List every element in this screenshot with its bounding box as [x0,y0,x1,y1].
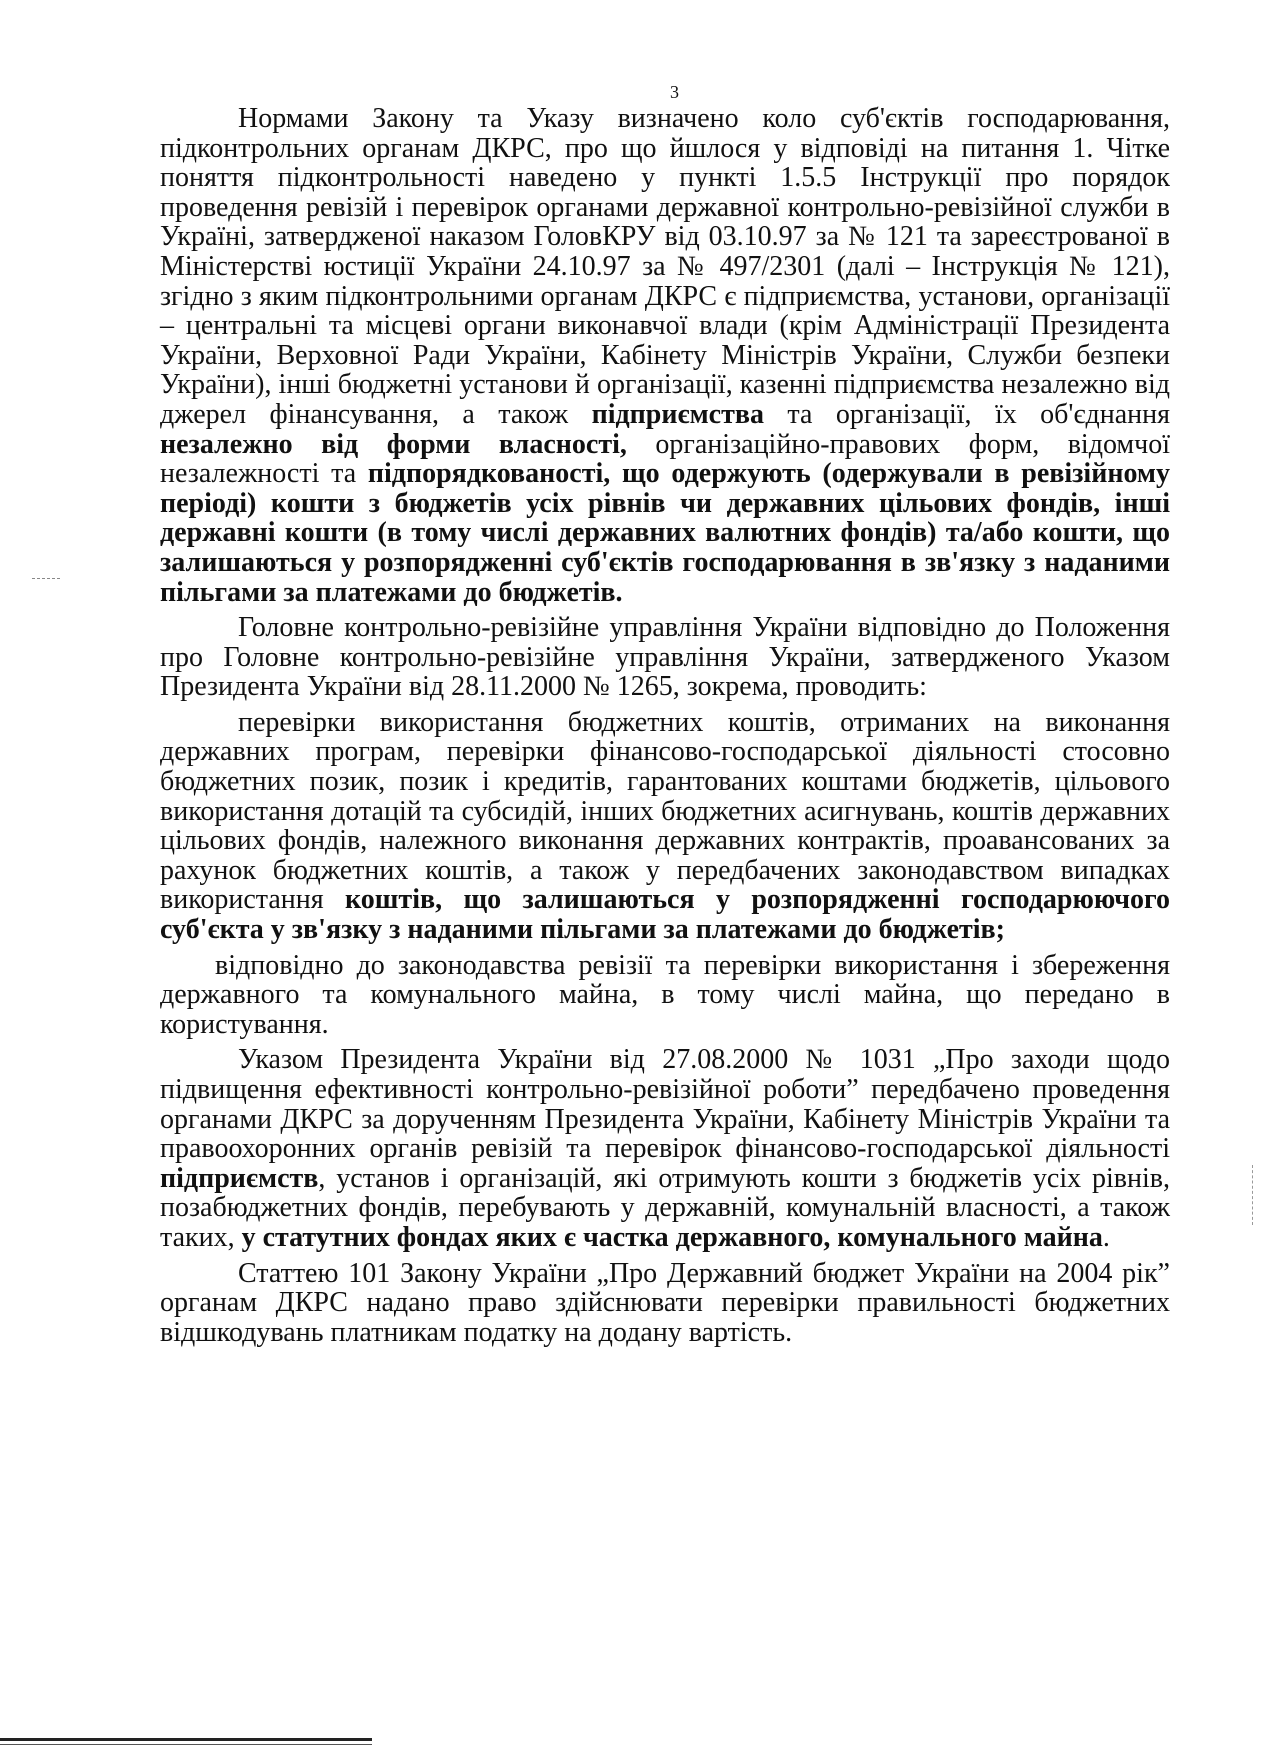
text-run: Указом Президента України від 27.08.2000 № 1031 „Про заходи щодо підвищення ефективності контрольно-ревізійної роботи” передбачено проведення органами ДКРС за дорученням Президента України, Кабінету Міністрів України та правоохоронних органів ревізій та перевірок фінансово-господарської діяльності [160,1044,1170,1165]
paragraph [160,708,1170,945]
margin-mark [32,578,60,579]
document-body [160,104,1170,1353]
margin-mark-right [1252,1165,1253,1225]
text-run: Статтею 101 Закону України „Про Державний бюджет України на 2004 рік” органам ДКРС надано право здійснювати перевірки правильності бюджетних відшкодувань платникам податку на додану вартість. [160,1257,1170,1348]
text-run: відповідно до законодавства ревізії та перевірки використання і збереження державного та комунального майна, в тому числі майна, що передано в користування. [160,949,1170,1040]
text-run: організаційно-правових форм, відомчої незалежності та [160,428,1170,490]
paragraph [160,951,1170,1040]
bold-text-run: у статутних фондах яких є частка державного, комунального майна [241,1221,1103,1253]
text-run: Нормами Закону та Указу визначено коло суб'єктів господарювання, підконтрольних органам ДКРС, про що йшлося у відповіді на питання 1. Чітке поняття підконтрольності наведено у пункті 1.5.5 Інструкції про порядок проведення ревізій і перевірок органами державної контрольно-ревізійної служби в Україні, затвердженої наказом ГоловКРУ від 03.10.97 за № 121 та зареєстрованої в Міністерстві юстиції України 24.10.97 за № 497/2301 (далі – Інструкція № 121), згідно з яким підконтрольними органам ДКРС є підприємства, установи, організації – центральні та місцеві органи виконавчої влади (крім Адміністрації Президента України, Верховної Ради України, Кабінету Міністрів України, Служби безпеки України), інші бюджетні установи й організації, казенні підприємства незалежно від джерел фінансування, а також [160,103,1170,430]
text-run: перевірки використання бюджетних коштів, отриманих на виконання державних програм, перевірки фінансово-господарської діяльності стосовно бюджетних позик, позик і кредитів, гарантованих коштами бюджетів, цільового використання дотацій та субсидій, інших бюджетних асигнувань, коштів державних цільових фондів, належного виконання державних контрактів, проавансованих за рахунок бюджетних коштів, а також у передбачених законодавством випадках використання [160,706,1170,916]
page-number: 3 [670,82,679,102]
paragraph [160,104,1170,607]
text-run: та організації, їх об'єднання [763,398,1170,430]
paragraph [160,613,1170,702]
bold-text-run: незалежно від форми власності, [160,428,627,460]
paragraph [160,1259,1170,1348]
text-run: , установ і організацій, які отримують кошти з бюджетів усіх рівнів, позабюджетних фондів, перебувають у державній, комунальній власності, а також таких, [160,1162,1170,1253]
footer-rule [0,1738,372,1741]
text-run: Головне контрольно-ревізійне управління України відповідно до Положення про Головне контрольно-ревізійне управління України, затвердженого Указом Президента України від 28.11.2000 № 1265, зокрема, проводить: [160,612,1170,703]
bold-text-run: підпорядкованості, що одержують (одержували в ревізійному періоді) кошти з бюджетів усіх рівнів чи державних цільових фондів, інші державні кошти (в тому числі державних валютних фондів) та/або кошти, що залишаються у розпорядженні суб'єктів господарювання в зв'язку з наданими пільгами за платежами до бюджетів. [160,458,1170,608]
footer-rule-thin [0,1744,372,1745]
paragraph [160,1045,1170,1252]
bold-text-run: підприємств [160,1162,319,1194]
bold-text-run: коштів, що залишаються у розпорядженні господарюючого суб'єкта у зв'язку з наданими пільгами за платежами до бюджетів; [160,884,1170,946]
bold-text-run: підприємства [591,398,764,430]
text-run: . [1102,1221,1110,1253]
